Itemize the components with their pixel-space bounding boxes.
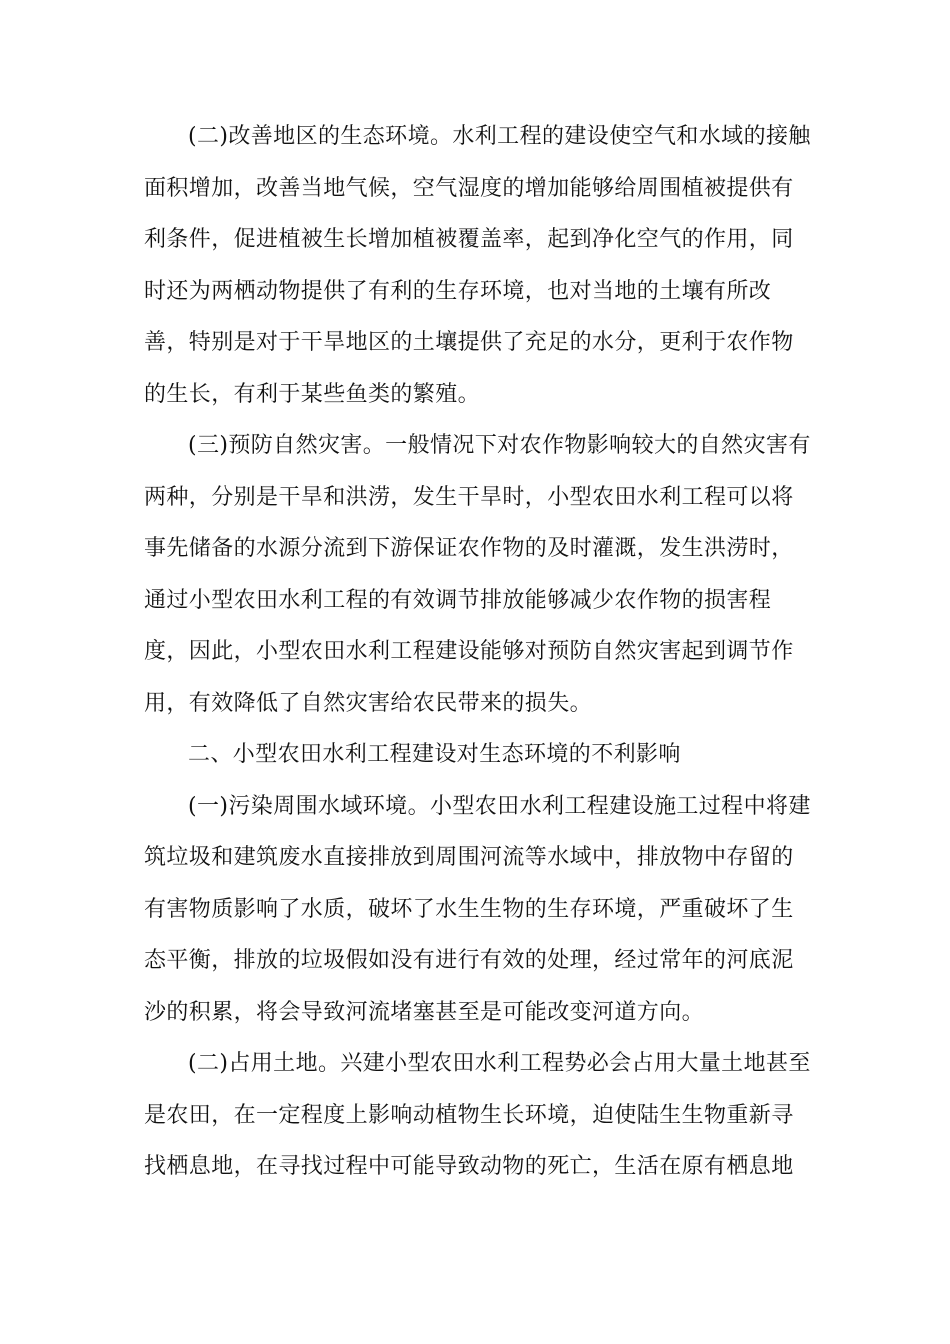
text-line: 时还为两栖动物提供了有利的生存环境，也对当地的土壤有所改 (144, 279, 772, 304)
text-line: 是农田，在一定程度上影响动植物生长环境，迫使陆生生物重新寻 (144, 1103, 794, 1128)
text-line: 用，有效降低了自然灾害给农民带来的损失。 (144, 691, 593, 716)
text-line: (一)污染周围水域环境。小型农田水利工程建设施工过程中将建 (188, 794, 811, 819)
text-line: 通过小型农田水利工程的有效调节排放能够减少农作物的损害程 (144, 588, 772, 613)
text-line: 有害物质影响了水质，破坏了水生生物的生存环境，严重破坏了生 (144, 897, 794, 922)
text-line: 找栖息地，在寻找过程中可能导致动物的死亡，生活在原有栖息地 (144, 1154, 794, 1179)
text-line: (二)改善地区的生态环境。水利工程的建设使空气和水域的接触 (188, 124, 811, 149)
text-line: (二)占用土地。兴建小型农田水利工程势必会占用大量土地甚至 (188, 1051, 811, 1076)
text-line: 沙的积累，将会导致河流堵塞甚至是可能改变河道方向。 (144, 1000, 705, 1025)
text-line: 的生长，有利于某些鱼类的繁殖。 (144, 382, 481, 407)
text-line: 筑垃圾和建筑废水直接排放到周围河流等水域中，排放物中存留的 (144, 845, 794, 870)
text-line: 两种，分别是干旱和洪涝，发生干旱时，小型农田水利工程可以将 (144, 485, 794, 510)
section-heading: 二、小型农田水利工程建设对生态环境的不利影响 (188, 742, 681, 767)
text-line: 态平衡，排放的垃圾假如没有进行有效的处理，经过常年的河底泥 (144, 948, 794, 973)
text-line: (三)预防自然灾害。一般情况下对农作物影响较大的自然灾害有 (188, 433, 811, 458)
text-line: 利条件，促进植被生长增加植被覆盖率，起到净化空气的作用，同 (144, 227, 794, 252)
text-line: 事先储备的水源分流到下游保证农作物的及时灌溉，发生洪涝时， (144, 536, 794, 561)
text-line: 度，因此，小型农田水利工程建设能够对预防自然灾害起到调节作 (144, 639, 794, 664)
text-line: 善，特别是对于干旱地区的土壤提供了充足的水分，更利于农作物 (144, 330, 794, 355)
text-line: 面积增加，改善当地气候，空气湿度的增加能够给周围植被提供有 (144, 176, 794, 201)
